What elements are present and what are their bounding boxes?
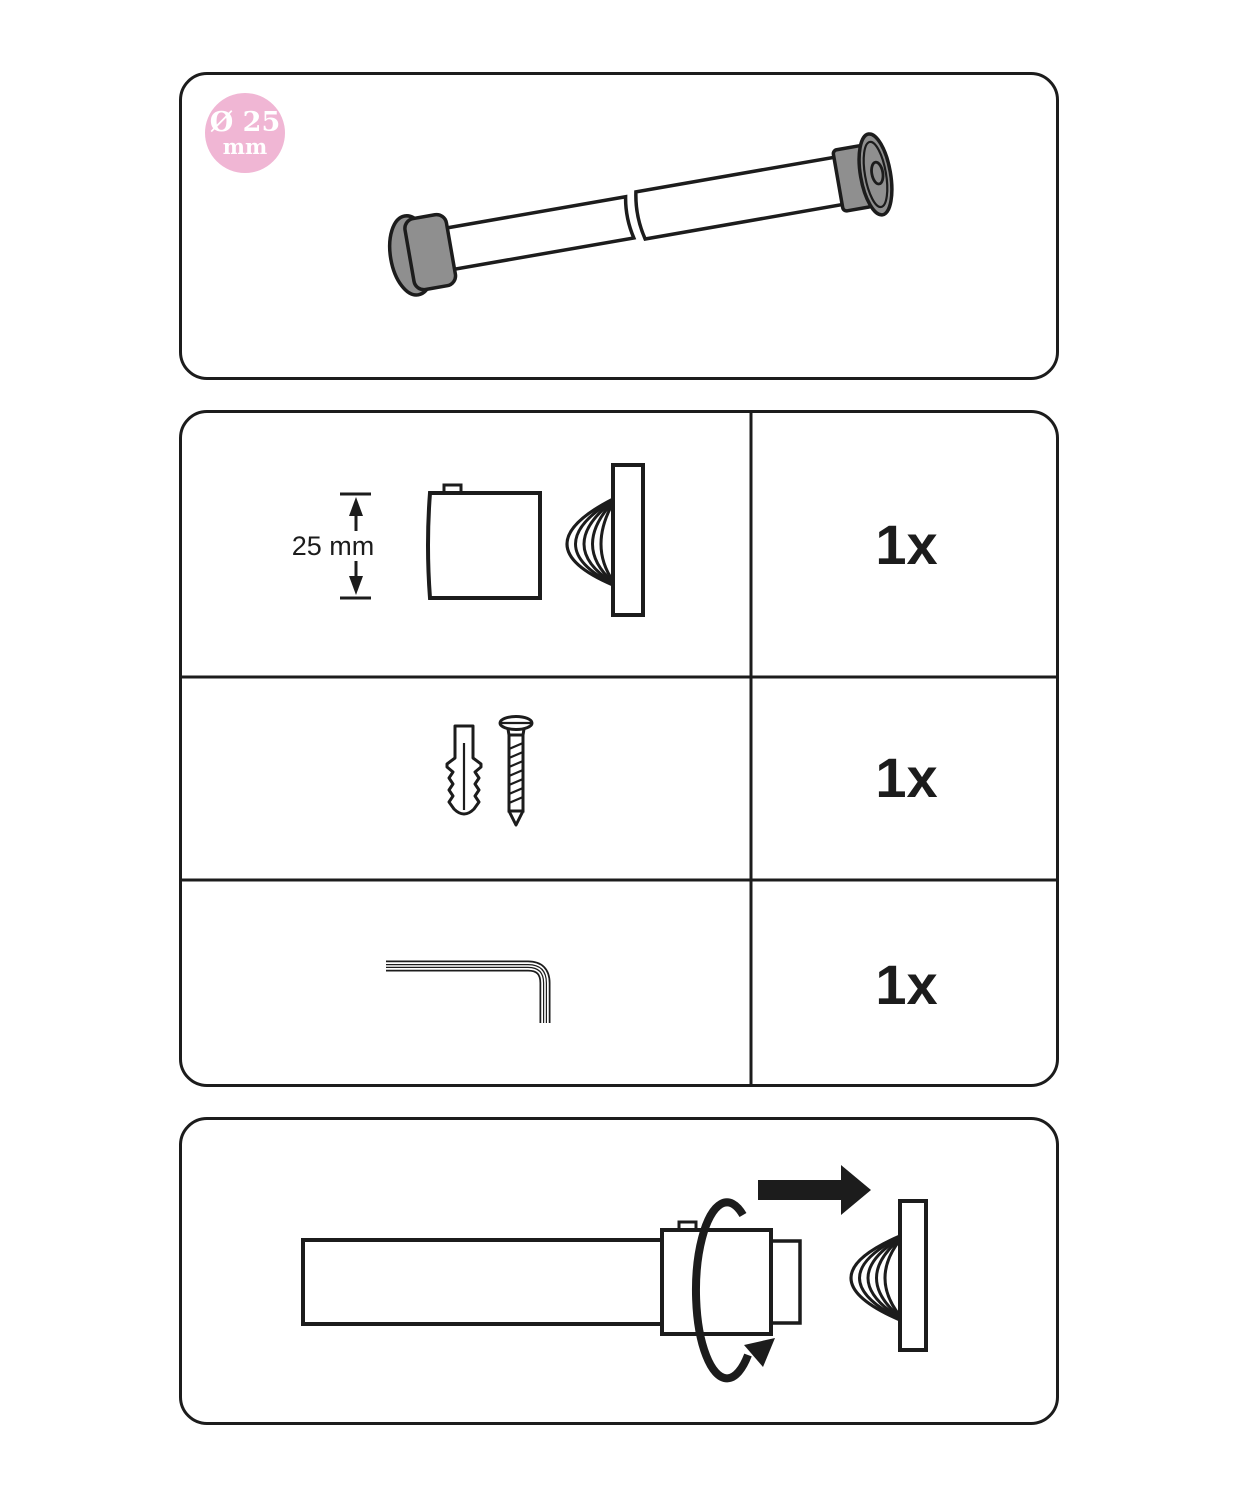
quantity-row-2: 1x xyxy=(875,746,938,809)
wall-bracket xyxy=(851,1201,926,1350)
quantity-row-3: 1x xyxy=(875,953,938,1016)
rod-tube xyxy=(303,1240,663,1324)
tension-rod-illustration xyxy=(182,75,1056,377)
rod-right-end-cap xyxy=(831,131,897,221)
screw-part xyxy=(500,717,532,826)
wall-bracket-part xyxy=(567,465,643,615)
rod-left-end-cap xyxy=(384,178,637,299)
direction-arrow xyxy=(758,1165,871,1215)
hex-key-part xyxy=(386,966,545,1023)
parts-table-panel xyxy=(179,410,1059,1087)
mounting-step-illustration xyxy=(182,1120,1056,1422)
quantity-row-1: 1x xyxy=(875,513,938,576)
adapter-part xyxy=(428,485,540,598)
mounting-step-panel xyxy=(179,1117,1059,1425)
rod-tubes xyxy=(634,157,844,240)
dimension-label: 25 mm xyxy=(291,531,375,561)
adapter-sleeve xyxy=(662,1222,771,1334)
diameter-value: Ø 25 xyxy=(209,106,281,138)
wall-plug-part xyxy=(447,726,481,814)
product-overview-panel xyxy=(179,72,1059,380)
rod-stub xyxy=(771,1241,800,1323)
diameter-unit: mm xyxy=(222,134,268,160)
